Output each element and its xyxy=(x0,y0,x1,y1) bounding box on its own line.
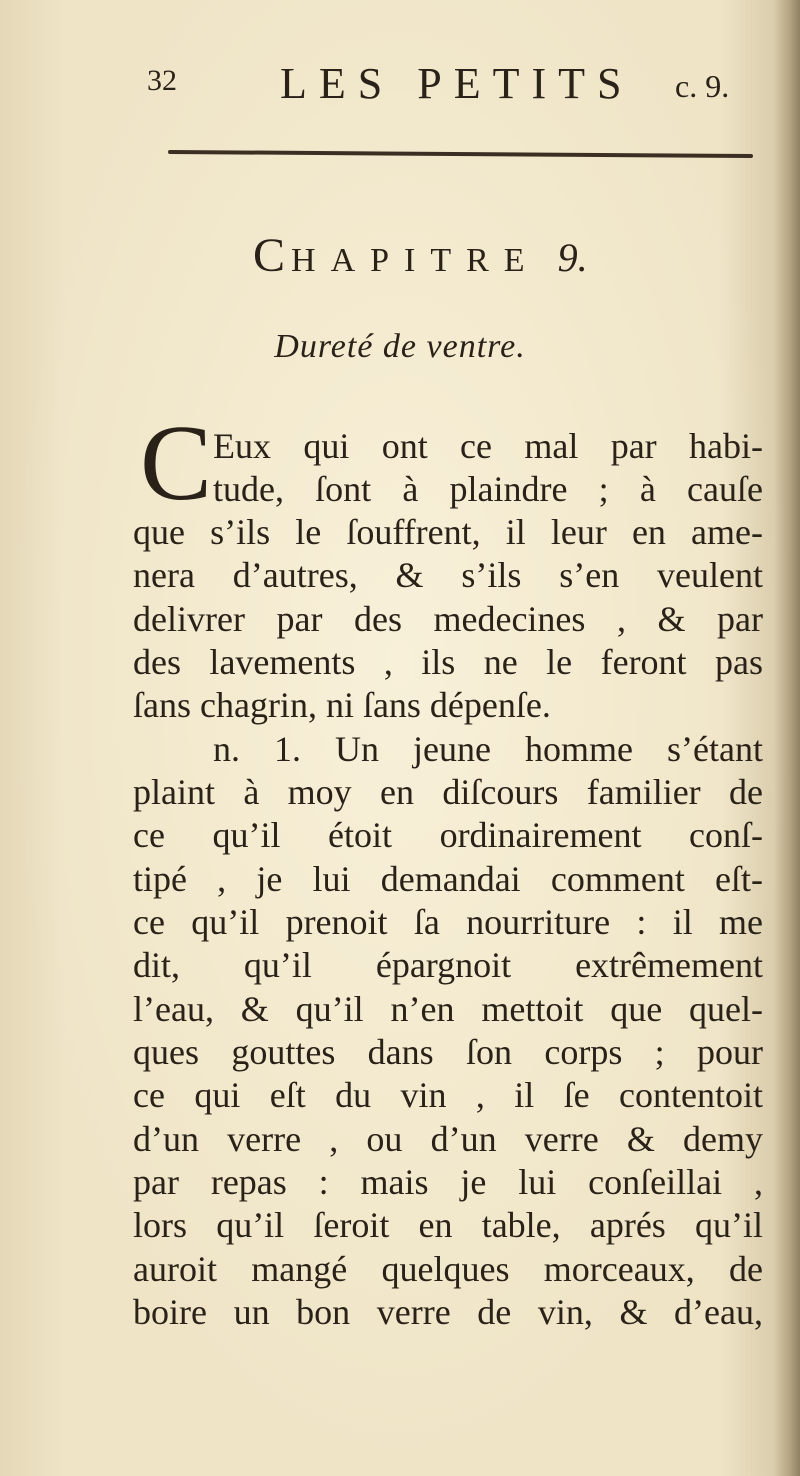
text-line: Eux qui ont ce mal par habi- xyxy=(213,426,763,466)
text-line: l’eau, & qu’il n’en mettoit que quel- xyxy=(133,989,763,1029)
chapter-heading-initial: C xyxy=(253,229,292,282)
text-line: plaint à moy en diſcours familier de xyxy=(133,772,763,812)
text-line: delivrer par des medecines , & par xyxy=(133,599,763,639)
chapter-heading-word: HAPITRE xyxy=(291,242,540,279)
chapter-subtitle: Dureté de ventre. xyxy=(274,328,526,365)
text-line: des lavements , ils ne le feront pas xyxy=(133,642,763,682)
text-line: auroit mangé quelques morceaux, de xyxy=(133,1249,763,1289)
text-line: ques gouttes dans ſon corps ; pour xyxy=(133,1032,763,1072)
text-line: boire un bon verre de vin, & d’eau, xyxy=(133,1292,763,1332)
text-line: tude, ſont à plaindre ; à cauſe xyxy=(213,469,763,509)
chapter-signature: c. 9. xyxy=(675,68,730,104)
text-line: ſans chagrin, ni ſans dépenſe. xyxy=(133,685,551,725)
text-line: d’un verre , ou d’un verre & demy xyxy=(133,1119,763,1159)
text-line: ce qu’il prenoit ſa nourriture : il me xyxy=(133,902,763,942)
running-title: LES PETITS xyxy=(280,59,634,108)
running-head xyxy=(135,58,775,108)
header-rule xyxy=(168,150,753,158)
page-edge-shadow xyxy=(774,0,800,1476)
text-line: tipé , je lui demandai comment eſt- xyxy=(133,859,763,899)
paragraph-first-line: n. 1. Un jeune homme s’étant xyxy=(213,729,763,769)
text-line: dit, qu’il épargnoit extrêmement xyxy=(133,945,763,985)
drop-cap: C xyxy=(140,404,213,523)
text-line: que s’ils le ſouffrent, il leur en ame- xyxy=(133,512,763,552)
text-line: lors qu’il ſeroit en table, aprés qu’il xyxy=(133,1205,763,1245)
text-line: ce qui eſt du vin , il ſe contentoit xyxy=(133,1075,763,1115)
text-line: ce qu’il étoit ordinairement conſ- xyxy=(133,815,763,855)
chapter-heading xyxy=(253,228,723,288)
text-line: par repas : mais je lui conſeillai , xyxy=(133,1162,763,1202)
chapter-number: 9. xyxy=(557,235,588,280)
text-line: nera d’autres, & s’ils s’en veulent xyxy=(133,555,763,595)
page-number: 32 xyxy=(147,64,177,97)
